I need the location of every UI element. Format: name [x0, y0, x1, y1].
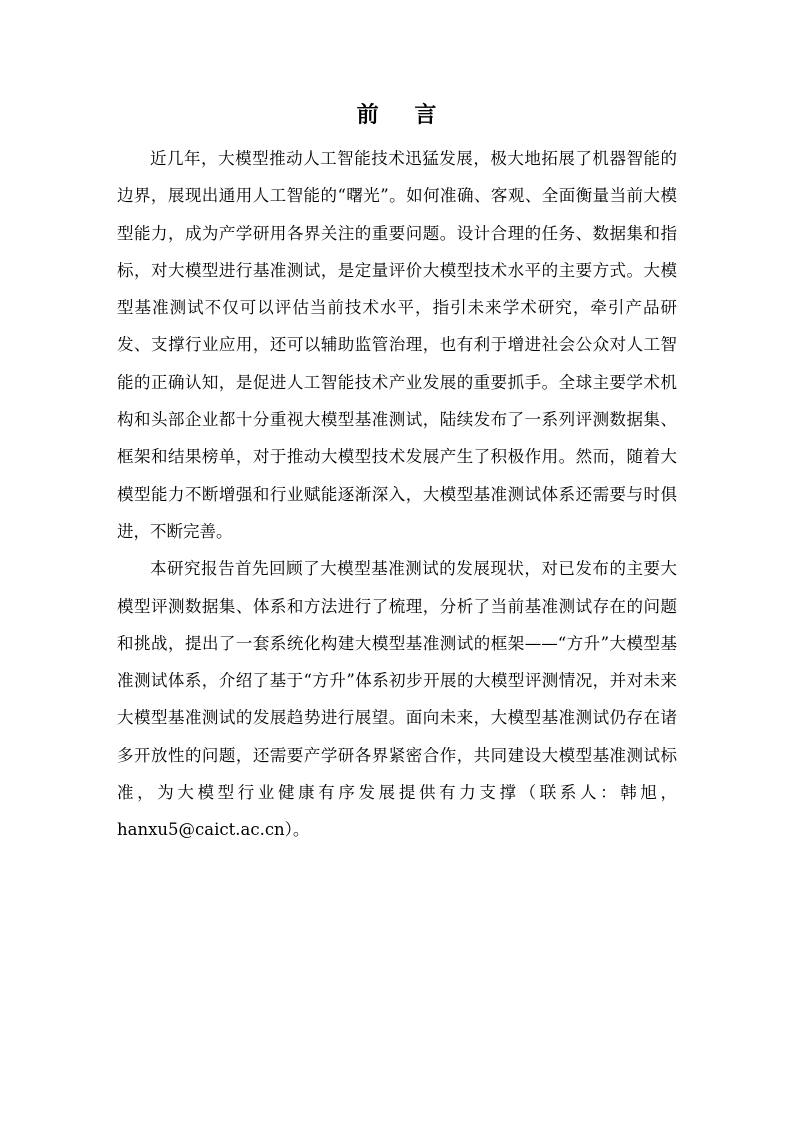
paragraph-2: 本研究报告首先回顾了大模型基准测试的发展现状，对已发布的主要大模型评测数据集、体系和方法进行了梳理，分析了当前基准测试存在的问题和挑战，提出了一套系统化构建大模型基准测试的框架——“方升”大模型基准测试体系，介绍了基于“方升”体系初步开展的大模型评测情况，并对未来大模型基准测试的发展趋势进行展望。面向未来，大模型基准测试仍存在诸多开放性的问题，还需要产学研各界紧密合作，共同建设大模型基准测试标准，为大模型行业健康有序发展提供有力支撑（联系人：韩旭，hanxu5@caict.ac.cn）。 [117, 559, 677, 840]
page-title: 前 言 [356, 103, 451, 128]
paragraph-1: 近几年，大模型推动人工智能技术迅猛发展，极大地拓展了机器智能的边界，展现出通用人工智能的“曙光”。如何准确、客观、全面衡量当前大模型能力，成为产学研用各界关注的重要问题。设计合理的任务、数据集和指标，对大模型进行基准测试，是定量评价大模型技术水平的主要方式。大模型基准测试不仅可以评估当前技术水平，指引未来学术研究，牵引产品研发、支撑行业应用，还可以辅助监管治理，也有利于增进社会公众对人工智能的正确认知，是促进人工智能技术产业发展的重要抓手。全球主要学术机构和头部企业都十分重视大模型基准测试，陆续发布了一系列评测数据集、框架和结果榜单，对于推动大模型技术发展产生了积极作用。然而，随着大模型能力不断增强和行业赋能逐渐深入，大模型基准测试体系还需要与时俱进，不断完善。 [117, 149, 677, 541]
document-body [117, 140, 677, 849]
